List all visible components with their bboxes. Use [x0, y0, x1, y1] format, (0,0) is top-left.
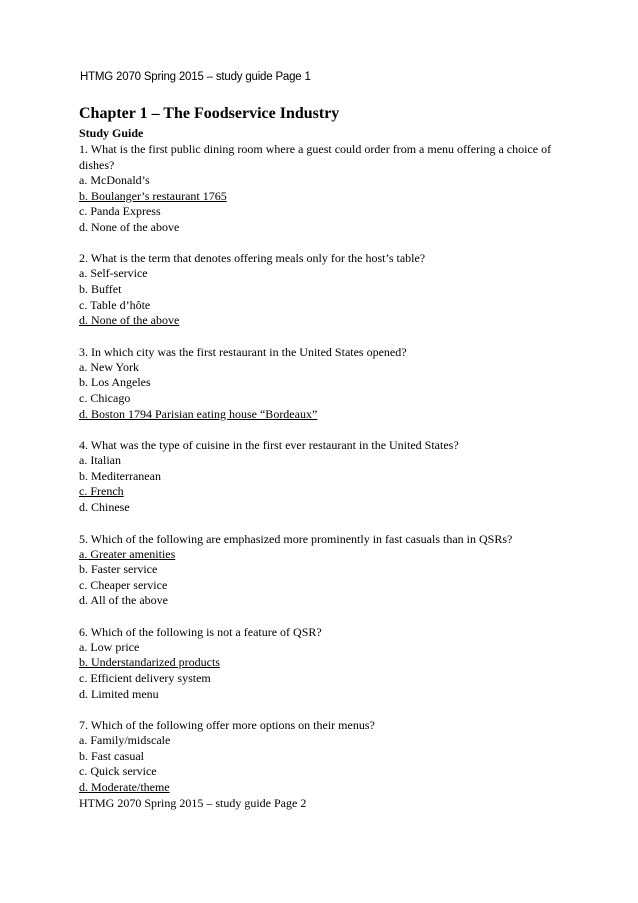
answer-option: c. Quick service [79, 764, 157, 779]
page-header: HTMG 2070 Spring 2015 – study guide Page 1 [80, 71, 311, 83]
answer-option: c. Panda Express [79, 204, 161, 219]
chapter-title: Chapter 1 – The Foodservice Industry [79, 105, 340, 122]
answer-option: b. Buffet [79, 281, 122, 296]
question-text: 1. What is the first public dining room where a guest could order from a menu offering a choice of dishes? [79, 142, 552, 172]
answer-option: a. Family/midscale [79, 733, 171, 748]
question-text: 7. Which of the following offer more options on their menus? [79, 718, 375, 733]
question-text: 6. Which of the following is not a feature of QSR? [79, 624, 322, 639]
answer-option: a. Italian [79, 453, 121, 468]
answer-option: b. Los Angeles [79, 375, 151, 390]
question-text: 2. What is the term that denotes offering meals only for the host’s table? [79, 251, 426, 266]
question-block [79, 344, 564, 422]
answer-option-correct: c. French [79, 484, 124, 499]
question-block [79, 437, 564, 515]
answer-option: c. Efficient delivery system [79, 671, 211, 686]
answer-option-correct: d. None of the above [79, 313, 180, 328]
answer-option: c. Chicago [79, 390, 131, 405]
page-footer: HTMG 2070 Spring 2015 – study guide Page 2 [79, 795, 307, 810]
answer-option: b. Mediterranean [79, 468, 161, 483]
answer-option: d. Chinese [79, 499, 130, 514]
answer-option: c. Cheaper service [79, 577, 168, 592]
answer-option-correct: d. Moderate/theme [79, 780, 170, 795]
answer-option: a. McDonald’s [79, 173, 150, 187]
answer-option: d. None of the above [79, 219, 180, 234]
question-text: 3. In which city was the first restaurant in the United States opened? [79, 344, 407, 359]
answer-option: b. Faster service [79, 562, 158, 577]
answer-option: d. All of the above [79, 593, 168, 608]
question-text: 4. What was the type of cuisine in the first ever restaurant in the United States? [79, 438, 459, 453]
document-body [79, 104, 564, 811]
question-block [79, 531, 564, 609]
question-block [79, 717, 564, 795]
answer-option-correct: b. Boulanger’s restaurant 1765 [79, 188, 227, 203]
answer-option: b. Fast casual [79, 748, 144, 763]
question-block [79, 250, 564, 328]
question-block [79, 624, 564, 702]
answer-option: d. Limited menu [79, 686, 159, 701]
answer-option: a. Self-service [79, 266, 148, 281]
study-guide-label: Study Guide [79, 126, 144, 140]
answer-option-correct: d. Boston 1794 Parisian eating house “Bordeaux” [79, 406, 318, 421]
answer-option: a. Low price [79, 639, 140, 654]
answer-option-correct: b. Understandarized products [79, 655, 220, 670]
question-text: 5. Which of the following are emphasized more prominently in fast casuals than in QSRs? [79, 531, 513, 546]
question-block [79, 141, 564, 235]
answer-option: a. New York [79, 359, 139, 374]
answer-option-correct: a. Greater amenities [79, 546, 176, 561]
answer-option: c. Table d’hôte [79, 297, 151, 312]
